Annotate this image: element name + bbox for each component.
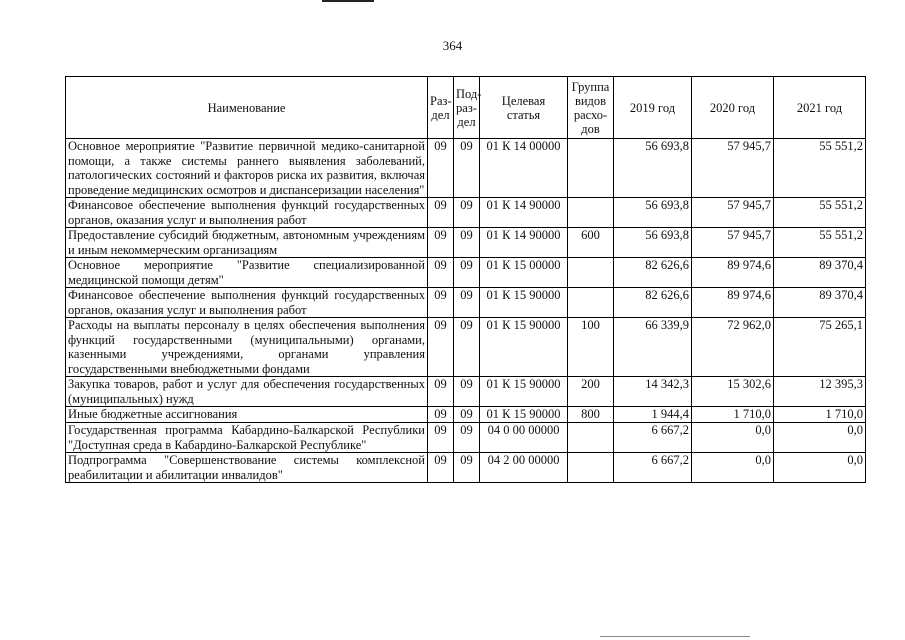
col-header-2019: 2019 год [614, 77, 692, 139]
col-header-razdel: Раз- дел [428, 77, 454, 139]
row-name-cell: Закупка товаров, работ и услуг для обеспечения государственных (муниципальных) нужд [66, 377, 428, 407]
table-row [66, 228, 866, 258]
amount-2019-cell: 1 944,4 [614, 407, 692, 423]
target-stat-cell: 01 К 15 90000 [480, 377, 568, 407]
table-row [66, 139, 866, 198]
table-row [66, 198, 866, 228]
table-row [66, 258, 866, 288]
amount-2020-cell: 89 974,6 [692, 288, 774, 318]
expense-group-cell [568, 139, 614, 198]
bottom-edge-mark [600, 636, 750, 637]
row-name-cell: Подпрограмма "Совершенствование системы комплексной реабилитации и абилитации инвалидов" [66, 453, 428, 483]
table-header-row [66, 77, 866, 139]
podrazdel-cell: 09 [454, 258, 480, 288]
page-number: 364 [442, 38, 463, 53]
expense-group-cell [568, 423, 614, 453]
amount-2019-cell: 6 667,2 [614, 423, 692, 453]
expense-group-cell: 200 [568, 377, 614, 407]
amount-2019-cell: 56 693,8 [614, 228, 692, 258]
top-edge-mark [322, 0, 374, 2]
target-stat-cell: 04 2 00 00000 [480, 453, 568, 483]
podrazdel-cell: 09 [454, 377, 480, 407]
expense-group-cell: 100 [568, 318, 614, 377]
row-name-cell: Финансовое обеспечение выполнения функций государственных органов, оказания услуг и выполнения работ [66, 198, 428, 228]
razdel-cell: 09 [428, 377, 454, 407]
razdel-cell: 09 [428, 318, 454, 377]
table-body [66, 139, 866, 483]
amount-2020-cell: 57 945,7 [692, 139, 774, 198]
amount-2019-cell: 56 693,8 [614, 139, 692, 198]
table-row [66, 318, 866, 377]
podrazdel-cell: 09 [454, 453, 480, 483]
amount-2020-cell: 0,0 [692, 423, 774, 453]
col-header-2021: 2021 год [774, 77, 866, 139]
expense-group-cell [568, 198, 614, 228]
podrazdel-cell: 09 [454, 139, 480, 198]
col-header-name: Наименование [66, 77, 428, 139]
expense-group-cell: 600 [568, 228, 614, 258]
expense-group-cell [568, 288, 614, 318]
amount-2021-cell: 12 395,3 [774, 377, 866, 407]
target-stat-cell: 04 0 00 00000 [480, 423, 568, 453]
amount-2019-cell: 66 339,9 [614, 318, 692, 377]
amount-2021-cell: 75 265,1 [774, 318, 866, 377]
table-row [66, 423, 866, 453]
amount-2019-cell: 56 693,8 [614, 198, 692, 228]
amount-2021-cell: 89 370,4 [774, 288, 866, 318]
budget-table [65, 76, 866, 483]
amount-2020-cell: 57 945,7 [692, 228, 774, 258]
target-stat-cell: 01 К 14 90000 [480, 228, 568, 258]
razdel-cell: 09 [428, 228, 454, 258]
expense-group-cell [568, 258, 614, 288]
row-name-cell: Предоставление субсидий бюджетным, автономным учреждениям и иным некоммерческим организациям [66, 228, 428, 258]
razdel-cell: 09 [428, 198, 454, 228]
amount-2020-cell: 72 962,0 [692, 318, 774, 377]
expense-group-cell: 800 [568, 407, 614, 423]
amount-2021-cell: 1 710,0 [774, 407, 866, 423]
target-stat-cell: 01 К 15 90000 [480, 318, 568, 377]
amount-2021-cell: 55 551,2 [774, 228, 866, 258]
row-name-cell: Государственная программа Кабардино-Балкарской Республики "Доступная среда в Кабардино-Балкарской Республике" [66, 423, 428, 453]
target-stat-cell: 01 К 15 90000 [480, 288, 568, 318]
amount-2021-cell: 55 551,2 [774, 198, 866, 228]
razdel-cell: 09 [428, 139, 454, 198]
row-name-cell: Иные бюджетные ассигнования [66, 407, 428, 423]
col-header-podrazdel: Под- раз- дел [454, 77, 480, 139]
razdel-cell: 09 [428, 423, 454, 453]
razdel-cell: 09 [428, 258, 454, 288]
podrazdel-cell: 09 [454, 228, 480, 258]
target-stat-cell: 01 К 14 90000 [480, 198, 568, 228]
target-stat-cell: 01 К 15 00000 [480, 258, 568, 288]
amount-2020-cell: 1 710,0 [692, 407, 774, 423]
amount-2021-cell: 89 370,4 [774, 258, 866, 288]
amount-2019-cell: 6 667,2 [614, 453, 692, 483]
expense-group-cell [568, 453, 614, 483]
amount-2019-cell: 14 342,3 [614, 377, 692, 407]
podrazdel-cell: 09 [454, 198, 480, 228]
table-row [66, 453, 866, 483]
row-name-cell: Основное мероприятие "Развитие первичной медико-санитарной помощи, а также системы раннего выявления заболеваний, патологических состояний и факторов риска их развития, включая проведение медицинских осмотров и диспансеризации населения" [66, 139, 428, 198]
amount-2020-cell: 0,0 [692, 453, 774, 483]
row-name-cell: Расходы на выплаты персоналу в целях обеспечения выполнения функций государственными (муниципальными) органами, казенными учреждениями, органами управления государственными внебюджетными фондами [66, 318, 428, 377]
amount-2019-cell: 82 626,6 [614, 288, 692, 318]
podrazdel-cell: 09 [454, 407, 480, 423]
table-row [66, 377, 866, 407]
row-name-cell: Финансовое обеспечение выполнения функций государственных органов, оказания услуг и выполнения работ [66, 288, 428, 318]
amount-2020-cell: 15 302,6 [692, 377, 774, 407]
podrazdel-cell: 09 [454, 423, 480, 453]
table-row [66, 288, 866, 318]
target-stat-cell: 01 К 14 00000 [480, 139, 568, 198]
amount-2020-cell: 89 974,6 [692, 258, 774, 288]
podrazdel-cell: 09 [454, 288, 480, 318]
amount-2021-cell: 0,0 [774, 453, 866, 483]
razdel-cell: 09 [428, 288, 454, 318]
amount-2021-cell: 0,0 [774, 423, 866, 453]
col-header-target: Целевая статья [480, 77, 568, 139]
row-name-cell: Основное мероприятие "Развитие специализированной медицинской помощи детям" [66, 258, 428, 288]
col-header-group: Группа видов расхо- дов [568, 77, 614, 139]
col-header-2020: 2020 год [692, 77, 774, 139]
amount-2021-cell: 55 551,2 [774, 139, 866, 198]
amount-2020-cell: 57 945,7 [692, 198, 774, 228]
target-stat-cell: 01 К 15 90000 [480, 407, 568, 423]
table-row [66, 407, 866, 423]
razdel-cell: 09 [428, 407, 454, 423]
razdel-cell: 09 [428, 453, 454, 483]
podrazdel-cell: 09 [454, 318, 480, 377]
amount-2019-cell: 82 626,6 [614, 258, 692, 288]
